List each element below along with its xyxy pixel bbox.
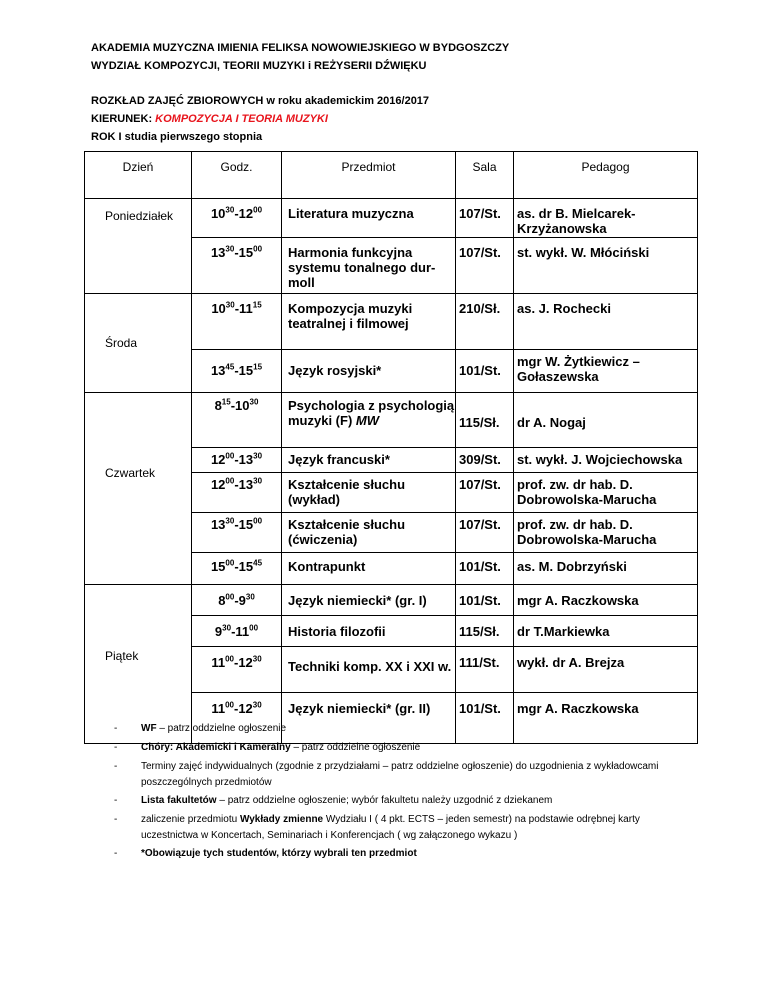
- subject-cell: Psychologia z psychologią muzyki (F) MW: [282, 393, 456, 448]
- table-header-row: [85, 152, 698, 199]
- teacher-cell: st. wykł. W. Młóciński: [514, 238, 698, 294]
- teacher-cell: dr A. Nogaj: [514, 393, 698, 448]
- time-cell: $8^{15}-10^{30}$: [192, 393, 282, 448]
- teacher-cell: prof. zw. dr hab. D. Dobrowolska-Marucha: [514, 513, 698, 553]
- room-cell: 101/St.: [456, 693, 514, 744]
- subject-cell: Język niemiecki* (gr. I): [282, 585, 456, 616]
- academy-name: AKADEMIA MUZYCZNA IMIENIA FELIKSA NOWOWIEJSKIEGO W BYDGOSZCZY: [91, 42, 510, 54]
- teacher-cell: st. wykł. J. Wojciechowska: [514, 448, 698, 473]
- subject-cell: Kształcenie słuchu (wykład): [282, 473, 456, 513]
- faculty-name: WYDZIAŁ KOMPOZYCJI, TEORII MUZYKI i REŻYSERII DŹWIĘKU: [91, 60, 427, 72]
- time-cell: $13^{45}-15^{15}$: [192, 350, 282, 393]
- time-cell: $10^{30}-12^{00}$: [192, 199, 282, 238]
- day-wednesday: Środa: [85, 294, 192, 393]
- subject-cell: Kontrapunkt: [282, 553, 456, 585]
- time-cell: $11^{00}-12^{30}$: [192, 693, 282, 744]
- note-item: - WF – patrz oddzielne ogłoszenie: [114, 723, 287, 734]
- teacher-cell: prof. zw. dr hab. D. Dobrowolska-Marucha: [514, 473, 698, 513]
- teacher-cell: as. J. Rochecki: [514, 294, 698, 350]
- col-header-time: Godz.: [192, 152, 282, 199]
- col-header-day: Dzień: [85, 152, 192, 199]
- subject-cell: Literatura muzyczna: [282, 199, 456, 238]
- teacher-cell: as. M. Dobrzyński: [514, 553, 698, 585]
- room-cell: 107/St.: [456, 513, 514, 553]
- schedule-table: [84, 151, 698, 744]
- teacher-cell: mgr A. Raczkowska: [514, 585, 698, 616]
- note-item: - Terminy zajęć indywidualnych (zgodnie z przydziałami – patrz oddzielne ogłoszenie) do uzgodnienia z wykładowcami poszczególnych przedmiotów: [114, 761, 659, 788]
- room-cell: 115/Sł.: [456, 393, 514, 448]
- subject-cell: Kompozycja muzyki teatralnej i filmowej: [282, 294, 456, 350]
- teacher-cell: dr T.Markiewka: [514, 616, 698, 647]
- teacher-cell: mgr A. Raczkowska: [514, 693, 698, 744]
- time-cell: $13^{30}-15^{00}$: [192, 513, 282, 553]
- room-cell: 107/St.: [456, 473, 514, 513]
- day-thursday: Czwartek: [85, 393, 192, 585]
- subject-cell: Język rosyjski*: [282, 350, 456, 393]
- subject-cell: Historia filozofii: [282, 616, 456, 647]
- kierunek-value: KOMPOZYCJA I TEORIA MUZYKI: [155, 113, 328, 125]
- col-header-subject: Przedmiot: [282, 152, 456, 199]
- time-cell: $8^{00}-9^{30}$: [192, 585, 282, 616]
- table-row: [85, 294, 698, 350]
- col-header-room: Sala: [456, 152, 514, 199]
- year-line: ROK I studia pierwszego stopnia: [91, 131, 263, 143]
- room-cell: 111/St.: [456, 647, 514, 693]
- day-monday: Poniedziałek: [85, 199, 192, 294]
- table-row: [85, 393, 698, 448]
- kierunek-label: KIERUNEK:: [91, 113, 156, 125]
- note-item: - Chóry: Akademicki i Kameralny – patrz oddzielne ogłoszenie: [114, 742, 421, 753]
- time-cell: $10^{30}-11^{15}$: [192, 294, 282, 350]
- time-cell: $13^{30}-15^{00}$: [192, 238, 282, 294]
- day-friday: Piątek: [85, 585, 192, 744]
- time-cell: $9^{30}-11^{00}$: [192, 616, 282, 647]
- time-cell: $15^{00}-15^{45}$: [192, 553, 282, 585]
- subject-cell: Techniki komp. XX i XXI w.: [282, 647, 456, 693]
- room-cell: 101/St.: [456, 350, 514, 393]
- room-cell: 107/St.: [456, 199, 514, 238]
- time-cell: $12^{00}-13^{30}$: [192, 448, 282, 473]
- time-cell: $12^{00}-13^{30}$: [192, 473, 282, 513]
- room-cell: 309/St.: [456, 448, 514, 473]
- subject-cell: Język francuski*: [282, 448, 456, 473]
- note-item: - Lista fakultetów – patrz oddzielne ogłoszenie; wybór fakultetu należy uzgodnić z dziekanem: [114, 795, 553, 806]
- room-cell: 210/Sł.: [456, 294, 514, 350]
- teacher-cell: as. dr B. Mielcarek-Krzyżanowska: [514, 199, 698, 238]
- table-row: [85, 199, 698, 238]
- note-item: - zaliczenie przedmiotu Wykłady zmienne Wydziału I ( 4 pkt. ECTS – jeden semestr) na podstawie odrębnej karty uczestnictwa w Koncertach, Seminariach i Konferencjach ( wg załączonego wykazu ): [114, 814, 640, 841]
- room-cell: 101/St.: [456, 585, 514, 616]
- note-item: - *Obowiązuje tych studentów, którzy wybrali ten przedmiot: [114, 848, 417, 859]
- subject-cell: Kształcenie słuchu (ćwiczenia): [282, 513, 456, 553]
- room-cell: 101/St.: [456, 553, 514, 585]
- col-header-teacher: Pedagog: [514, 152, 698, 199]
- room-cell: 115/Sł.: [456, 616, 514, 647]
- teacher-cell: mgr W. Żytkiewicz – Gołaszewska: [514, 350, 698, 393]
- teacher-cell: wykł. dr A. Brejza: [514, 647, 698, 693]
- subject-cell: Harmonia funkcyjna systemu tonalnego dur-moll: [282, 238, 456, 294]
- time-cell: $11^{00}-12^{30}$: [192, 647, 282, 693]
- notes-list: [114, 719, 659, 863]
- subject-cell: Język niemiecki* (gr. II): [282, 693, 456, 744]
- schedule-title: ROZKŁAD ZAJĘĆ ZBIOROWYCH w roku akademickim 2016/2017: [91, 95, 430, 107]
- room-cell: 107/St.: [456, 238, 514, 294]
- table-row: [85, 585, 698, 616]
- kierunek-line: [91, 113, 328, 125]
